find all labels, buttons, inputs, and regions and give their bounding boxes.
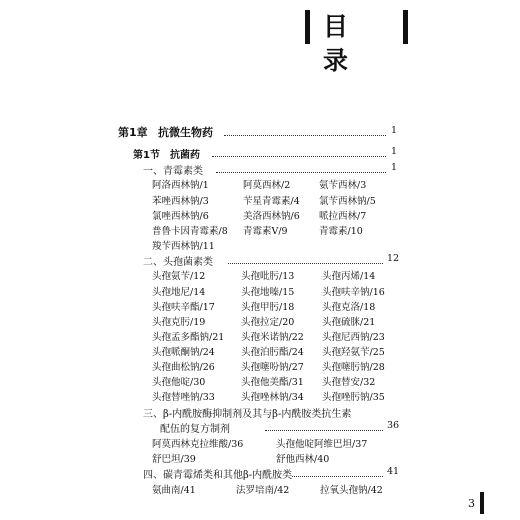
toc-entry: 头孢克洛/18	[322, 302, 376, 313]
toc-entry: 头孢硫脒/21	[322, 317, 376, 328]
toc-entry: 阿洛西林钠/1	[152, 180, 209, 191]
subsection-leader	[265, 430, 383, 431]
subsection-leader	[216, 172, 386, 173]
subsection-leader	[292, 476, 383, 477]
footer-bar	[480, 492, 484, 514]
toc-entry: 哌拉西林/7	[319, 211, 367, 222]
subsection-title: 三、β-内酰胺酶抑制剂及其与β-内酰胺类抗生素	[143, 409, 352, 420]
subsection-page: 1	[391, 162, 398, 173]
toc-entry: 头孢丙烯/14	[322, 271, 376, 282]
subsection-title: 四、碳青霉烯类和其他β-内酰胺类	[143, 470, 293, 481]
toc-entry: 头孢曲松钠/26	[152, 362, 215, 373]
toc-entry: 头孢他啶阿维巴坦/37	[276, 439, 368, 450]
toc-entry: 头孢甲肟/18	[241, 302, 295, 313]
toc-entry: 青霉素/10	[319, 226, 363, 237]
toc-entry: 拉氧头孢钠/42	[320, 485, 383, 496]
subsection-title: 一、青霉素类	[143, 166, 203, 177]
toc-entry: 头孢地尼/14	[152, 287, 206, 298]
page-title: 目 录	[323, 12, 361, 75]
subsection-leader	[228, 263, 383, 264]
section-leader	[212, 156, 386, 157]
subsection-page: 12	[387, 253, 400, 264]
toc-entry: 苄星青霉素/4	[243, 196, 300, 207]
toc-entry: 头孢氨苄/12	[152, 271, 206, 282]
toc-entry: 头孢唑肟钠/35	[322, 392, 385, 403]
toc-entry: 氨苄西林/3	[319, 180, 367, 191]
toc-entry: 舒巴坦/39	[152, 454, 196, 465]
toc-entry: 舒他西林/40	[276, 454, 330, 465]
toc-entry: 氯苄西林钠/5	[319, 196, 376, 207]
subsection-title: 二、头孢菌素类	[143, 257, 213, 268]
section-title: 抗菌药	[170, 150, 200, 161]
toc-entry: 头孢呋辛钠/16	[322, 287, 385, 298]
toc-entry: 头孢替唑钠/33	[152, 392, 215, 403]
chapter-page: 1	[391, 125, 398, 136]
chapter-label: 第1章	[118, 126, 148, 139]
toc-entry: 青霉素V/9	[243, 226, 288, 237]
toc-entry: 头孢地嗪/15	[241, 287, 295, 298]
toc-entry: 阿莫西林/2	[243, 180, 291, 191]
toc-entry: 头孢噻吩钠/27	[241, 362, 304, 373]
chapter-title: 抗微生物药	[158, 126, 213, 139]
toc-entry: 普鲁卡因青霉素/8	[152, 226, 228, 237]
toc-entry: 头孢克肟/19	[152, 317, 206, 328]
subsection-title-line2: 配伍的复方制剂	[160, 424, 230, 435]
toc-entry: 氯唑西林钠/6	[152, 211, 209, 222]
toc-entry: 头孢呋辛酯/17	[152, 302, 215, 313]
toc-entry: 美洛西林钠/6	[243, 211, 300, 222]
toc-entry: 苯唑西林钠/3	[152, 196, 209, 207]
toc-entry: 头孢羟氨苄/25	[322, 347, 385, 358]
toc-entry: 头孢泊肟酯/24	[241, 347, 304, 358]
toc-entry: 头孢孟多酯钠/21	[152, 332, 225, 343]
toc-entry: 头孢米诺钠/22	[241, 332, 304, 343]
toc-title-block	[305, 10, 415, 75]
toc-entry: 头孢唑林钠/34	[241, 392, 304, 403]
chapter-leader	[224, 135, 386, 136]
toc-entry: 头孢哌酮钠/24	[152, 347, 215, 358]
toc-entry: 阿莫西林克拉维酸/36	[152, 439, 244, 450]
section-label: 第1节	[133, 150, 160, 161]
toc-entry: 头孢替安/32	[322, 377, 376, 388]
subsection-page: 36	[387, 420, 400, 431]
toc-entry: 头孢他美酯/31	[241, 377, 304, 388]
section-page: 1	[391, 146, 398, 157]
toc-entry: 氨曲南/41	[152, 485, 196, 496]
toc-entry: 法罗培南/42	[236, 485, 290, 496]
subsection-page: 41	[387, 466, 400, 477]
toc-entry: 头孢拉定/20	[241, 317, 295, 328]
title-left-bar	[305, 10, 310, 44]
toc-entry: 头孢他啶/30	[152, 377, 206, 388]
toc-entry: 头孢尼西钠/23	[322, 332, 385, 343]
title-right-bar	[403, 10, 408, 44]
page-number: 3	[468, 497, 475, 510]
toc-entry: 头孢吡肟/13	[241, 271, 295, 282]
toc-entry: 羧苄西林钠/11	[152, 241, 215, 252]
toc-entry: 头孢噻肟钠/28	[322, 362, 385, 373]
